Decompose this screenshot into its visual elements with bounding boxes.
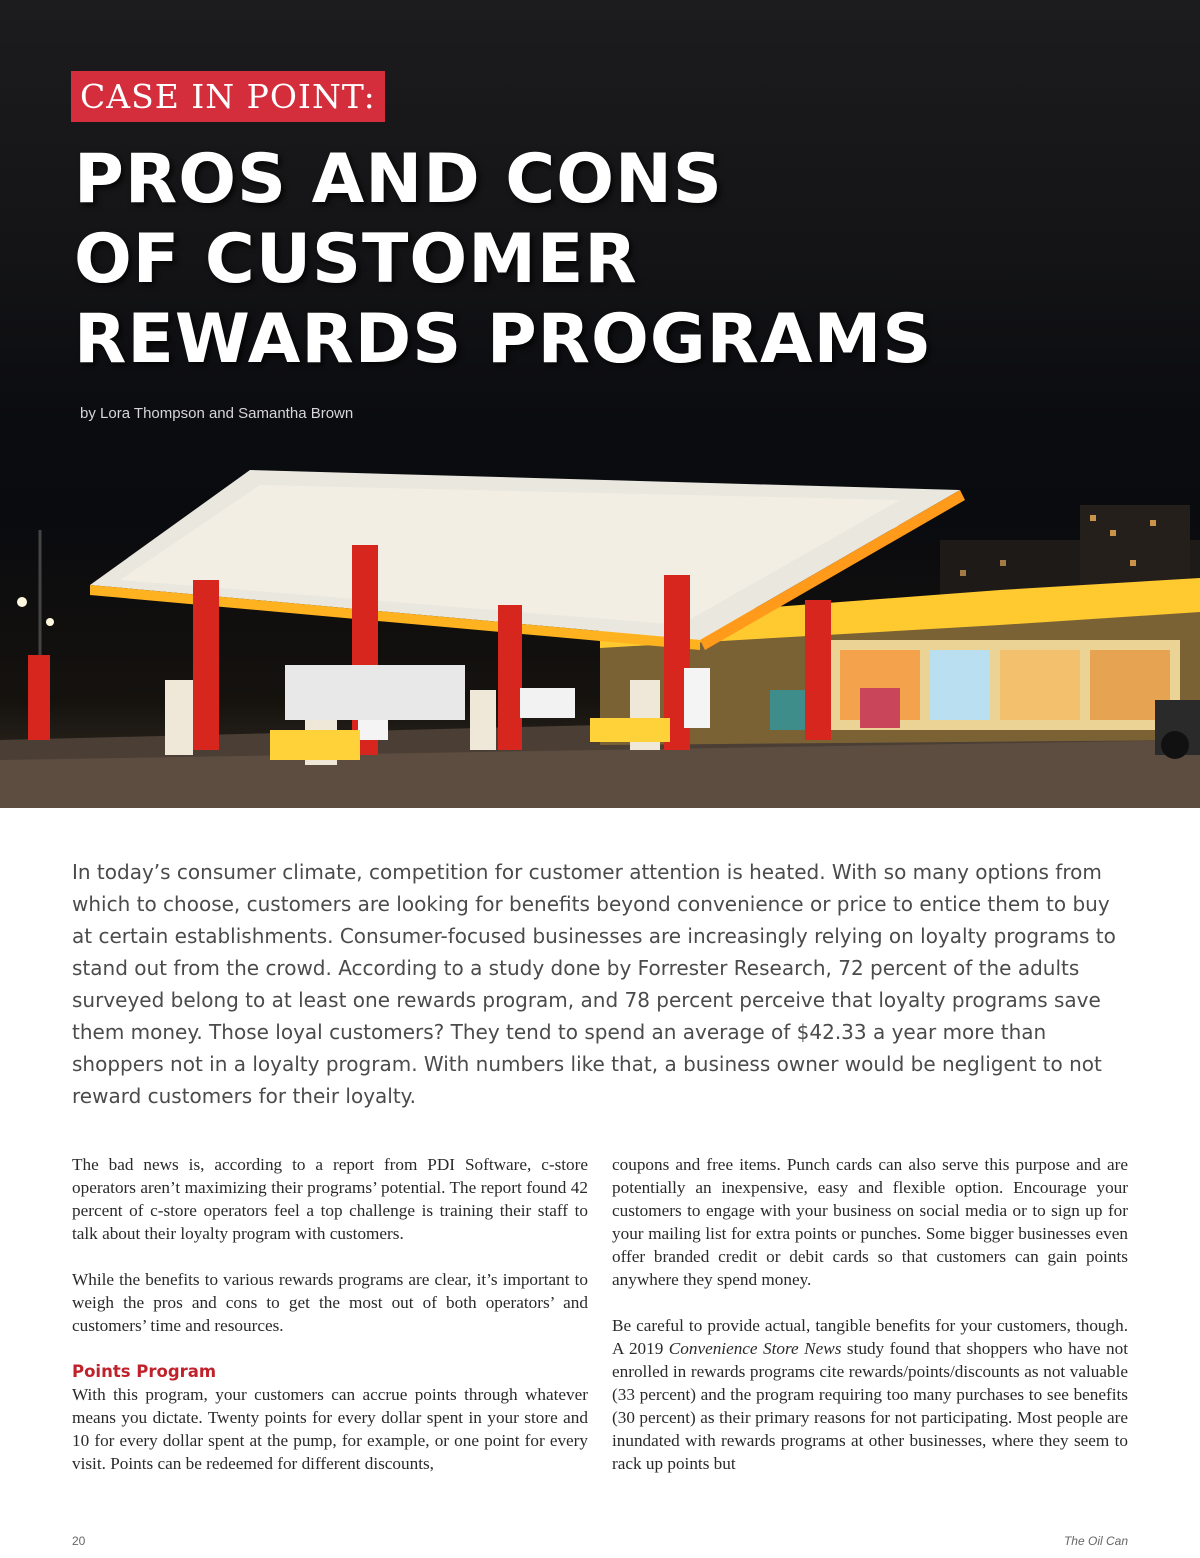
author-byline: by Lora Thompson and Samantha Brown bbox=[80, 405, 354, 422]
body-column-right bbox=[612, 1153, 1128, 1498]
headline-line-3: REWARDS PROGRAMS bbox=[74, 300, 933, 379]
body-paragraph: coupons and free items. Punch cards can also serve this purpose and are potentially an inexpensive, easy and flexible option. Encourage your customers to engage with your business on social media or to sign up for your mailing list for extra points or punches. Some bigger businesses even offer branded credit or debit cards so that customers can gain points anywhere they spend money. bbox=[612, 1155, 1128, 1289]
article-headline bbox=[74, 140, 932, 380]
body-paragraph: The bad news is, according to a report from PDI Software, c-store operators aren’t maximizing their programs’ potential. The report found 42 percent of c-store operators feel a top challenge is training their staff to talk about their loyalty program with customers. bbox=[72, 1155, 588, 1243]
body-paragraph: With this program, your customers can accrue points through whatever means you dictate. Twenty points for every dollar spent in your store and 10 for every dollar spent at the pump, for example, or one point for every visit. Points can be redeemed for different discounts, bbox=[72, 1385, 588, 1473]
publication-title: Convenience Store News bbox=[668, 1339, 842, 1358]
section-subhead: Points Program bbox=[72, 1362, 217, 1381]
lede-paragraph: In today’s consumer climate, competition for customer attention is heated. With so many options from which to choose, customers are looking for benefits beyond convenience or price to entice them to buy at certain establishments. Consumer-focused businesses are increasingly relying on loyalty programs to stand out from the crowd. According to a study done by Forrester Research, 72 percent of the adults surveyed belong to at least one rewards program, and 78 percent perceive that loyalty programs save them money. Those loyal customers? They tend to spend an average of $42.33 a year more than shoppers not in a loyalty program. With numbers like that, a business owner would be negligent to not reward customers for their loyalty. bbox=[72, 860, 1116, 1108]
case-in-point-kicker: CASE IN POINT: bbox=[71, 71, 385, 122]
body-paragraph bbox=[612, 1314, 1128, 1475]
body-paragraph: While the benefits to various rewards programs are clear, it’s important to weigh the pros and cons to get the most out of both operators’ and customers’ time and resources. bbox=[72, 1270, 588, 1335]
body-column-left bbox=[72, 1153, 588, 1498]
body-text: Be careful to provide actual, tangible benefits for your customers, though. A 2019 bbox=[612, 1316, 1128, 1358]
headline-line-2: OF CUSTOMER bbox=[74, 220, 638, 299]
publication-name: The Oil Can bbox=[1063, 1534, 1128, 1548]
headline-line-1: PROS AND CONS bbox=[74, 140, 723, 219]
page-number: 20 bbox=[72, 1534, 86, 1548]
body-text: study found that shoppers who have not enrolled in rewards programs cite rewards/points/discounts as not valuable (33 percent) and the program requiring too many purchases to see benefits (30 percent) as their primary reasons for not participating. Most people are inundated with rewards programs at other businesses, where they seem to rack up points but bbox=[612, 1339, 1128, 1473]
